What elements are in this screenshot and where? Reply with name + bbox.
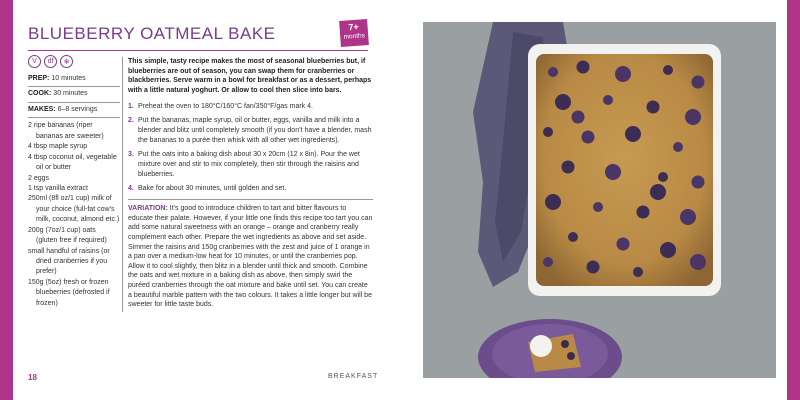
blueberry [617, 238, 630, 251]
recipe-intro: This simple, tasty recipe makes the most of seasonal blueberries but, if blueberries are out of season, you can swap them for cranberries or blackberries. Serve warm in a bowl for breakfast or as a dessert, perhaps with a little natural yoghurt. Or allow to cool then slice into bars. [128, 58, 372, 94]
blueberry [545, 194, 561, 210]
ingredient-item: 2 ripe bananas (riper [28, 122, 93, 130]
step-text: Put the bananas, maple syrup, oil or butter, eggs, vanilla and milk into a blender and blitz until completely smooth (if you don’t have a blender, mash the bananas to a purée then whisk with all other wet ingredients). [138, 117, 372, 144]
blueberry [685, 109, 701, 125]
section-name: BREAKFAST [328, 373, 379, 380]
blueberry [543, 257, 553, 267]
blueberry [568, 232, 578, 242]
makes-label: MAKES: [28, 105, 56, 113]
step-text: Bake for about 30 minutes, until golden and set. [138, 185, 287, 193]
step-number: 1. [128, 102, 134, 110]
blueberry [572, 111, 585, 124]
dairy-free-icon: df [44, 55, 57, 68]
ingredient-item: 4 tbsp maple syrup [28, 143, 88, 151]
blueberry [562, 161, 575, 174]
step-number: 4. [128, 185, 134, 193]
cook-time [28, 87, 120, 102]
prep-label: PREP: [28, 75, 50, 82]
variation-note [128, 199, 373, 310]
left-spine-bar [0, 0, 13, 400]
vegetarian-icon: V [28, 55, 41, 68]
ingredient-item-continued: your choice (full-fat cow’s [36, 205, 115, 213]
method-step [128, 150, 373, 179]
ingredient-item-continued: oil or butter [36, 164, 72, 172]
ingredient-item-continued: bananas are sweeter) [36, 132, 104, 140]
variation-text: It’s good to introduce children to tart and bitter flavours to educate their palate. However, if your little one finds this recipe too tart you can add some natural sweetness with an orange – orange and cranberry really complement each other. Prepare the wet ingredients as above and set aside. Simmer the raisins and 150g cranberries with the zest and juice of 1 orange in a pan over a medium-low heat for 10 minutes, or until the cranberries pop. Allow it to cool slightly, then blitz in a blender until thick and smooth. Combine the oats and wet mixture in a baking dish as above, then simply swirl the puréed cranberries through the oat mixture and bake until set. You can create a beautiful marble pattern with the two colours. It takes a little longer but will be sweeter for little taste buds. [128, 204, 373, 309]
step-text: Put the oats into a baking dish about 30 x 20cm (12 x 8in). Pour the wet mixture over and stir to mix completely, then stir through the raisins and blueberries. [138, 151, 360, 178]
ingredient-item: 2 eggs [28, 174, 50, 182]
prep-value: 10 minutes [51, 75, 86, 82]
blueberry [615, 66, 631, 82]
ingredient-item-continued: (gluten free if required) [36, 237, 107, 245]
makes-value: 6–8 servings [57, 105, 98, 113]
servings [28, 103, 120, 118]
blueberry [647, 101, 660, 114]
blueberry [555, 94, 571, 110]
cook-value: 30 minutes [53, 90, 88, 98]
blueberry [548, 67, 558, 77]
blueberry [577, 61, 590, 74]
ingredient-item: 4 tbsp coconut oil, vegetable [28, 153, 117, 161]
blueberry [593, 202, 603, 212]
ingredient-item: 1 tsp vanilla extract [28, 184, 88, 192]
blueberry-bake-illustration [423, 22, 776, 378]
ingredients-list [28, 121, 120, 308]
blueberry [673, 142, 683, 152]
ingredient-item-continued: dried cranberries if you [36, 258, 108, 265]
age-badge-unit: months [343, 32, 366, 41]
blueberry [633, 267, 643, 277]
blueberry [690, 254, 706, 270]
ingredient-item-continued: blueberries (defrosted if [36, 289, 110, 297]
blueberry [692, 76, 705, 89]
column-divider [122, 57, 123, 312]
recipe-title: BLUEBERRY OATMEAL BAKE [28, 24, 276, 43]
method-step [128, 184, 373, 194]
diet-icons [28, 55, 73, 68]
step-number: 2. [128, 117, 134, 125]
ingredient-item: 250ml (8fl oz/1 cup) milk of [28, 195, 112, 203]
blueberry [660, 242, 676, 258]
title-divider [28, 50, 368, 51]
age-badge [339, 19, 369, 47]
blueberry [587, 261, 600, 274]
recipe-photo [423, 22, 776, 378]
step-text: Preheat the oven to 180°C/160°C fan/350°F/gas mark 4. [138, 102, 313, 110]
page-number: 18 [28, 373, 37, 382]
blueberry [658, 172, 668, 182]
blueberry [605, 164, 621, 180]
blueberry [692, 176, 705, 189]
variation-label: VARIATION: [128, 204, 168, 212]
ingredient-item-continued: prefer) [36, 268, 57, 276]
blueberry [603, 95, 613, 105]
cook-label: COOK: [28, 90, 52, 98]
right-spine-bar [787, 0, 800, 400]
freezable-icon: ❄ [60, 55, 73, 68]
ingredient-item-continued: frozen) [36, 299, 58, 307]
ingredient-item: 150g (5oz) fresh or frozen [28, 278, 109, 286]
ingredient-item: 200g (7oz/1 cup) oats [28, 226, 96, 234]
method-step [128, 116, 373, 145]
recipe-method [128, 57, 373, 310]
prep-time [28, 72, 120, 87]
recipe-sidebar [28, 72, 120, 309]
ingredient-item-continued: milk, coconut, almond etc.) [36, 216, 120, 224]
ingredient-item: small handful of raisins (or [28, 247, 110, 255]
age-badge-value: 7+ [348, 21, 360, 33]
blueberry [625, 126, 641, 142]
blueberry [543, 127, 553, 137]
step-number: 3. [128, 151, 134, 159]
method-steps [128, 102, 373, 194]
blueberry [637, 206, 650, 219]
blueberry [650, 184, 666, 200]
blueberry [582, 131, 595, 144]
blueberry [663, 65, 673, 75]
blueberry [680, 209, 696, 225]
method-step [128, 102, 373, 112]
